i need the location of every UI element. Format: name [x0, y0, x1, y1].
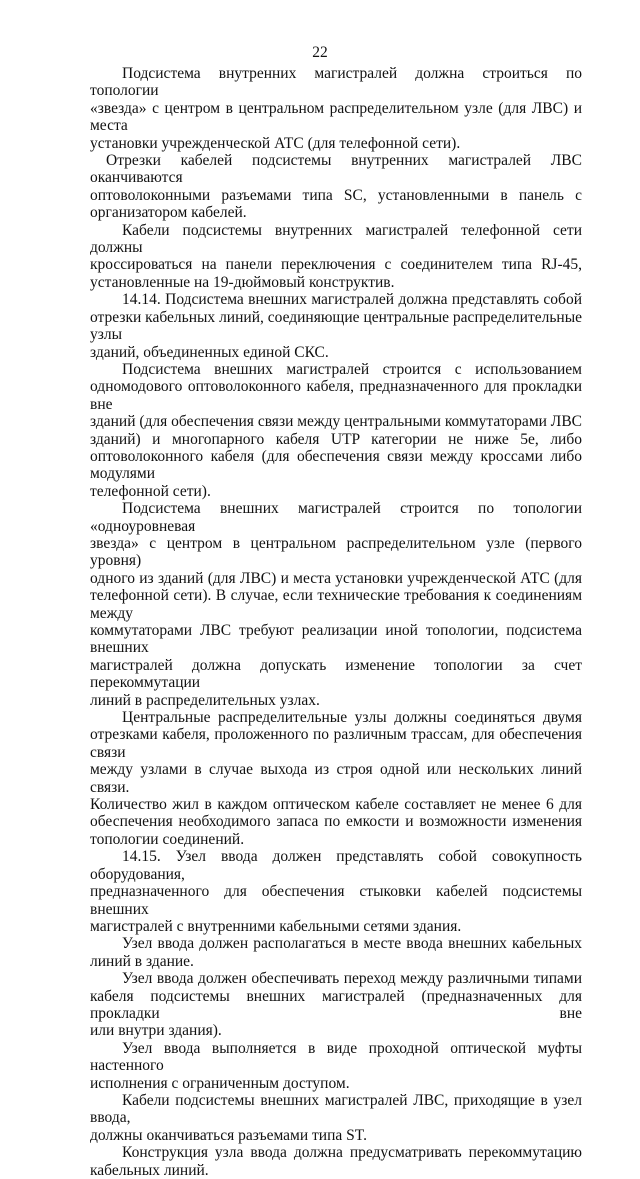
paragraph: [90, 500, 582, 709]
paragraph: [90, 848, 582, 935]
text-line: Узел ввода выполняется в виде проходной оптической муфты настенного: [90, 1039, 582, 1075]
text-line: должны оканчиваться разъемами типа ST.: [90, 1126, 367, 1144]
text-line: телефонной сети).: [90, 482, 211, 500]
text-line: отрезки кабельных линий, соединяющие центральные распределительные узлы: [90, 308, 582, 344]
text-line: коммутаторами ЛВС требуют реализации иной топологии, подсистема внешних: [90, 622, 582, 657]
paragraph: [90, 935, 582, 970]
text-line: установленные на 19-дюймовый конструктив.: [90, 273, 395, 291]
text-line: Кабели подсистемы внешних магистралей ЛВС, приходящие в узел ввода,: [90, 1091, 582, 1127]
text-line: предназначенного для обеспечения стыковки кабелей подсистемы внешних: [90, 883, 582, 918]
paragraph: [90, 970, 582, 1040]
text-line: Узел ввода должен обеспечивать переход между различными типами: [122, 970, 582, 988]
text-line: «звезда» с центром в центральном распределительном узле (для ЛВС) и места: [90, 99, 582, 135]
text-line: Отрезки кабелей подсистемы внутренних магистралей ЛВС оканчиваются: [90, 152, 582, 187]
text-line: установки учрежденческой АТС (для телефонной сети).: [90, 134, 461, 152]
text-line: кроссироваться на панели переключения с соединителем типа RJ-45,: [90, 256, 582, 274]
text-line: Центральные распределительные узлы должны соединяться двумя: [122, 709, 582, 727]
text-line: звезда» с центром в центральном распределительном узле (первого уровня): [90, 534, 582, 570]
paragraph: [90, 1144, 582, 1179]
paragraph: [90, 65, 582, 152]
text-line: Подсистема внешних магистралей строится с использованием: [122, 360, 582, 378]
paragraph: [90, 222, 582, 292]
text-line: кабеля подсистемы внешних магистралей (предназначенных для прокладки вне: [90, 987, 582, 1022]
text-line: кабельных линий.: [90, 1161, 209, 1179]
paragraph: [90, 709, 582, 848]
text-line: зданий (для обеспечения связи между центральными коммутаторами ЛВС: [90, 413, 582, 431]
text-line: Подсистема внутренних магистралей должна строиться по топологии: [90, 65, 582, 100]
text-line: организатором кабелей.: [90, 204, 247, 222]
paragraph: [90, 291, 582, 361]
text-line: магистралей должна допускать изменение топологии за счет перекоммутации: [90, 656, 582, 692]
text-line: зданий, объединенных единой СКС.: [90, 343, 329, 361]
text-line: 14.14. Подсистема внешних магистралей должна представлять собой: [122, 291, 582, 309]
text-line: исполнения с ограниченным доступом.: [90, 1074, 350, 1092]
text-line: телефонной сети). В случае, если технические требования к соединениям между: [90, 587, 582, 622]
text-line: линий в распределительных узлах.: [90, 691, 320, 709]
page-number: 22: [312, 44, 328, 61]
text-line: Количество жил в каждом оптическом кабеле составляет не менее 6 для: [90, 796, 582, 814]
text-line: топологии соединений.: [90, 830, 245, 848]
text-line: магистралей с внутренними кабельными сетями здания.: [90, 917, 462, 935]
text-line: между узлами в случае выхода из строя одной или нескольких линий связи.: [90, 761, 582, 796]
text-line: оптоволоконными разъемами типа SC, установленными в панель с: [90, 186, 582, 204]
paragraph: [90, 361, 582, 500]
text-line: Узел ввода должен располагаться в месте ввода внешних кабельных: [122, 935, 582, 953]
text-line: или внутри здания).: [90, 1022, 222, 1040]
text-line: линий в здание.: [90, 952, 194, 970]
text-line: зданий) и многопарного кабеля UTP категории не ниже 5е, либо: [90, 430, 582, 448]
text-line: 14.15. Узел ввода должен представлять собой совокупность оборудования,: [90, 848, 582, 883]
paragraph: [90, 152, 582, 222]
text-line: Конструкция узла ввода должна предусматривать перекоммутацию: [122, 1144, 582, 1162]
text-line: Кабели подсистемы внутренних магистралей телефонной сети должны: [90, 221, 582, 257]
text-line: обеспечения необходимого запаса по емкости и возможности изменения: [90, 813, 582, 831]
text-line: оптоволоконного кабеля (для обеспечения связи между кроссами либо модулями: [90, 447, 582, 483]
text-line: одного из зданий (для ЛВС) и места установки учрежденческой АТС (для: [90, 569, 582, 587]
paragraph: [90, 1092, 582, 1144]
text-line: одномодового оптоволоконного кабеля, предназначенного для прокладки вне: [90, 378, 582, 413]
paragraph: [90, 1040, 582, 1092]
text-line: отрезками кабеля, проложенного по различным трассам, для обеспечения связи: [90, 726, 582, 761]
document-body: [90, 65, 582, 1179]
text-line: Подсистема внешних магистралей строится по топологии «одноуровневая: [90, 500, 582, 535]
